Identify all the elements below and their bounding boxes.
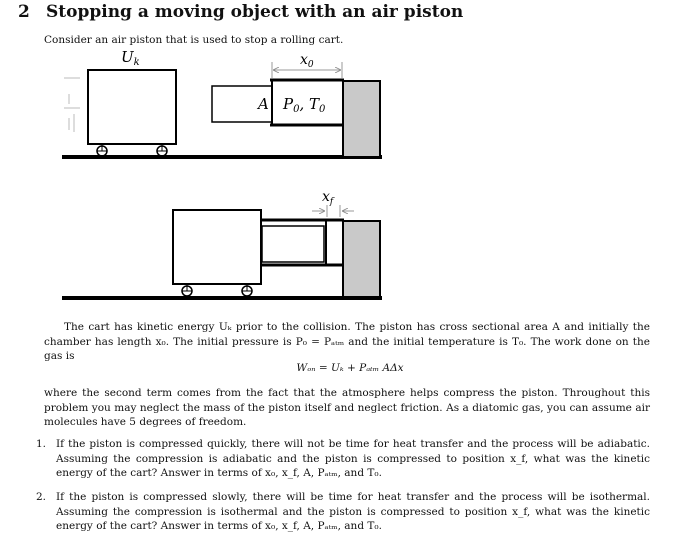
intro-text: Consider an air piston that is used to stop a rolling cart. <box>44 34 344 46</box>
kinetic-energy-label: $U_k$ <box>121 48 140 68</box>
section-number: 2 <box>18 2 30 22</box>
fixed-wall <box>343 221 380 297</box>
xf-label: $x_f$ <box>322 189 334 207</box>
state-label: $P_0$, $T_0$ <box>283 95 326 115</box>
work-equation: Wₒₙ = Uₖ + Pₐₜₘ AΔx <box>296 362 404 374</box>
question-item <box>36 490 650 534</box>
motion-lines <box>64 78 80 132</box>
question-number: 2. <box>36 491 47 503</box>
cart-body <box>88 70 176 144</box>
x0-label: $x_0$ <box>300 52 314 70</box>
question-number: 1. <box>36 438 47 450</box>
cart-body <box>173 210 261 284</box>
cart-wheel <box>242 284 252 296</box>
paragraph-description: The cart has kinetic energy Uₖ prior to the collision. The piston has cross sectional area A and initially the chamber has length x₀. The initial pressure is P₀ = Pₐₜₘ and the initial temperature is T₀. The work done on the gas is <box>44 321 650 362</box>
section-title: Stopping a moving object with an air piston <box>46 2 464 22</box>
cart-wheel <box>157 144 167 156</box>
area-label: A <box>258 95 269 113</box>
question-text: If the piston is compressed quickly, there will not be time for heat transfer and the process will be adiabatic. Assuming the compression is adiabatic and the piston is compressed to position x_f, what was the kinetic energy of the cart? Answer in terms of x₀, x_f, A, Pₐₜₘ, and T₀. <box>56 438 650 479</box>
cart-wheel <box>97 144 107 156</box>
piston-rod <box>262 226 324 262</box>
cart-wheel <box>182 284 192 296</box>
fixed-wall <box>343 81 380 157</box>
question-item <box>36 437 650 481</box>
paragraph-assumptions: where the second term comes from the fact that the atmosphere helps compress the piston. Throughout this problem you may neglect the mass of the piston itself and neglect friction. As a diatomic gas, you can assume air molecules have 5 degrees of freedom. <box>44 387 650 428</box>
question-text: If the piston is compressed slowly, there will be time for heat transfer and the process will be isothermal. Assuming the compression is isothermal and the piston is compressed to position x_f, what was the kinetic energy of the cart? Answer in terms of x₀, x_f, A, Pₐₜₘ, and T₀. <box>56 491 650 532</box>
